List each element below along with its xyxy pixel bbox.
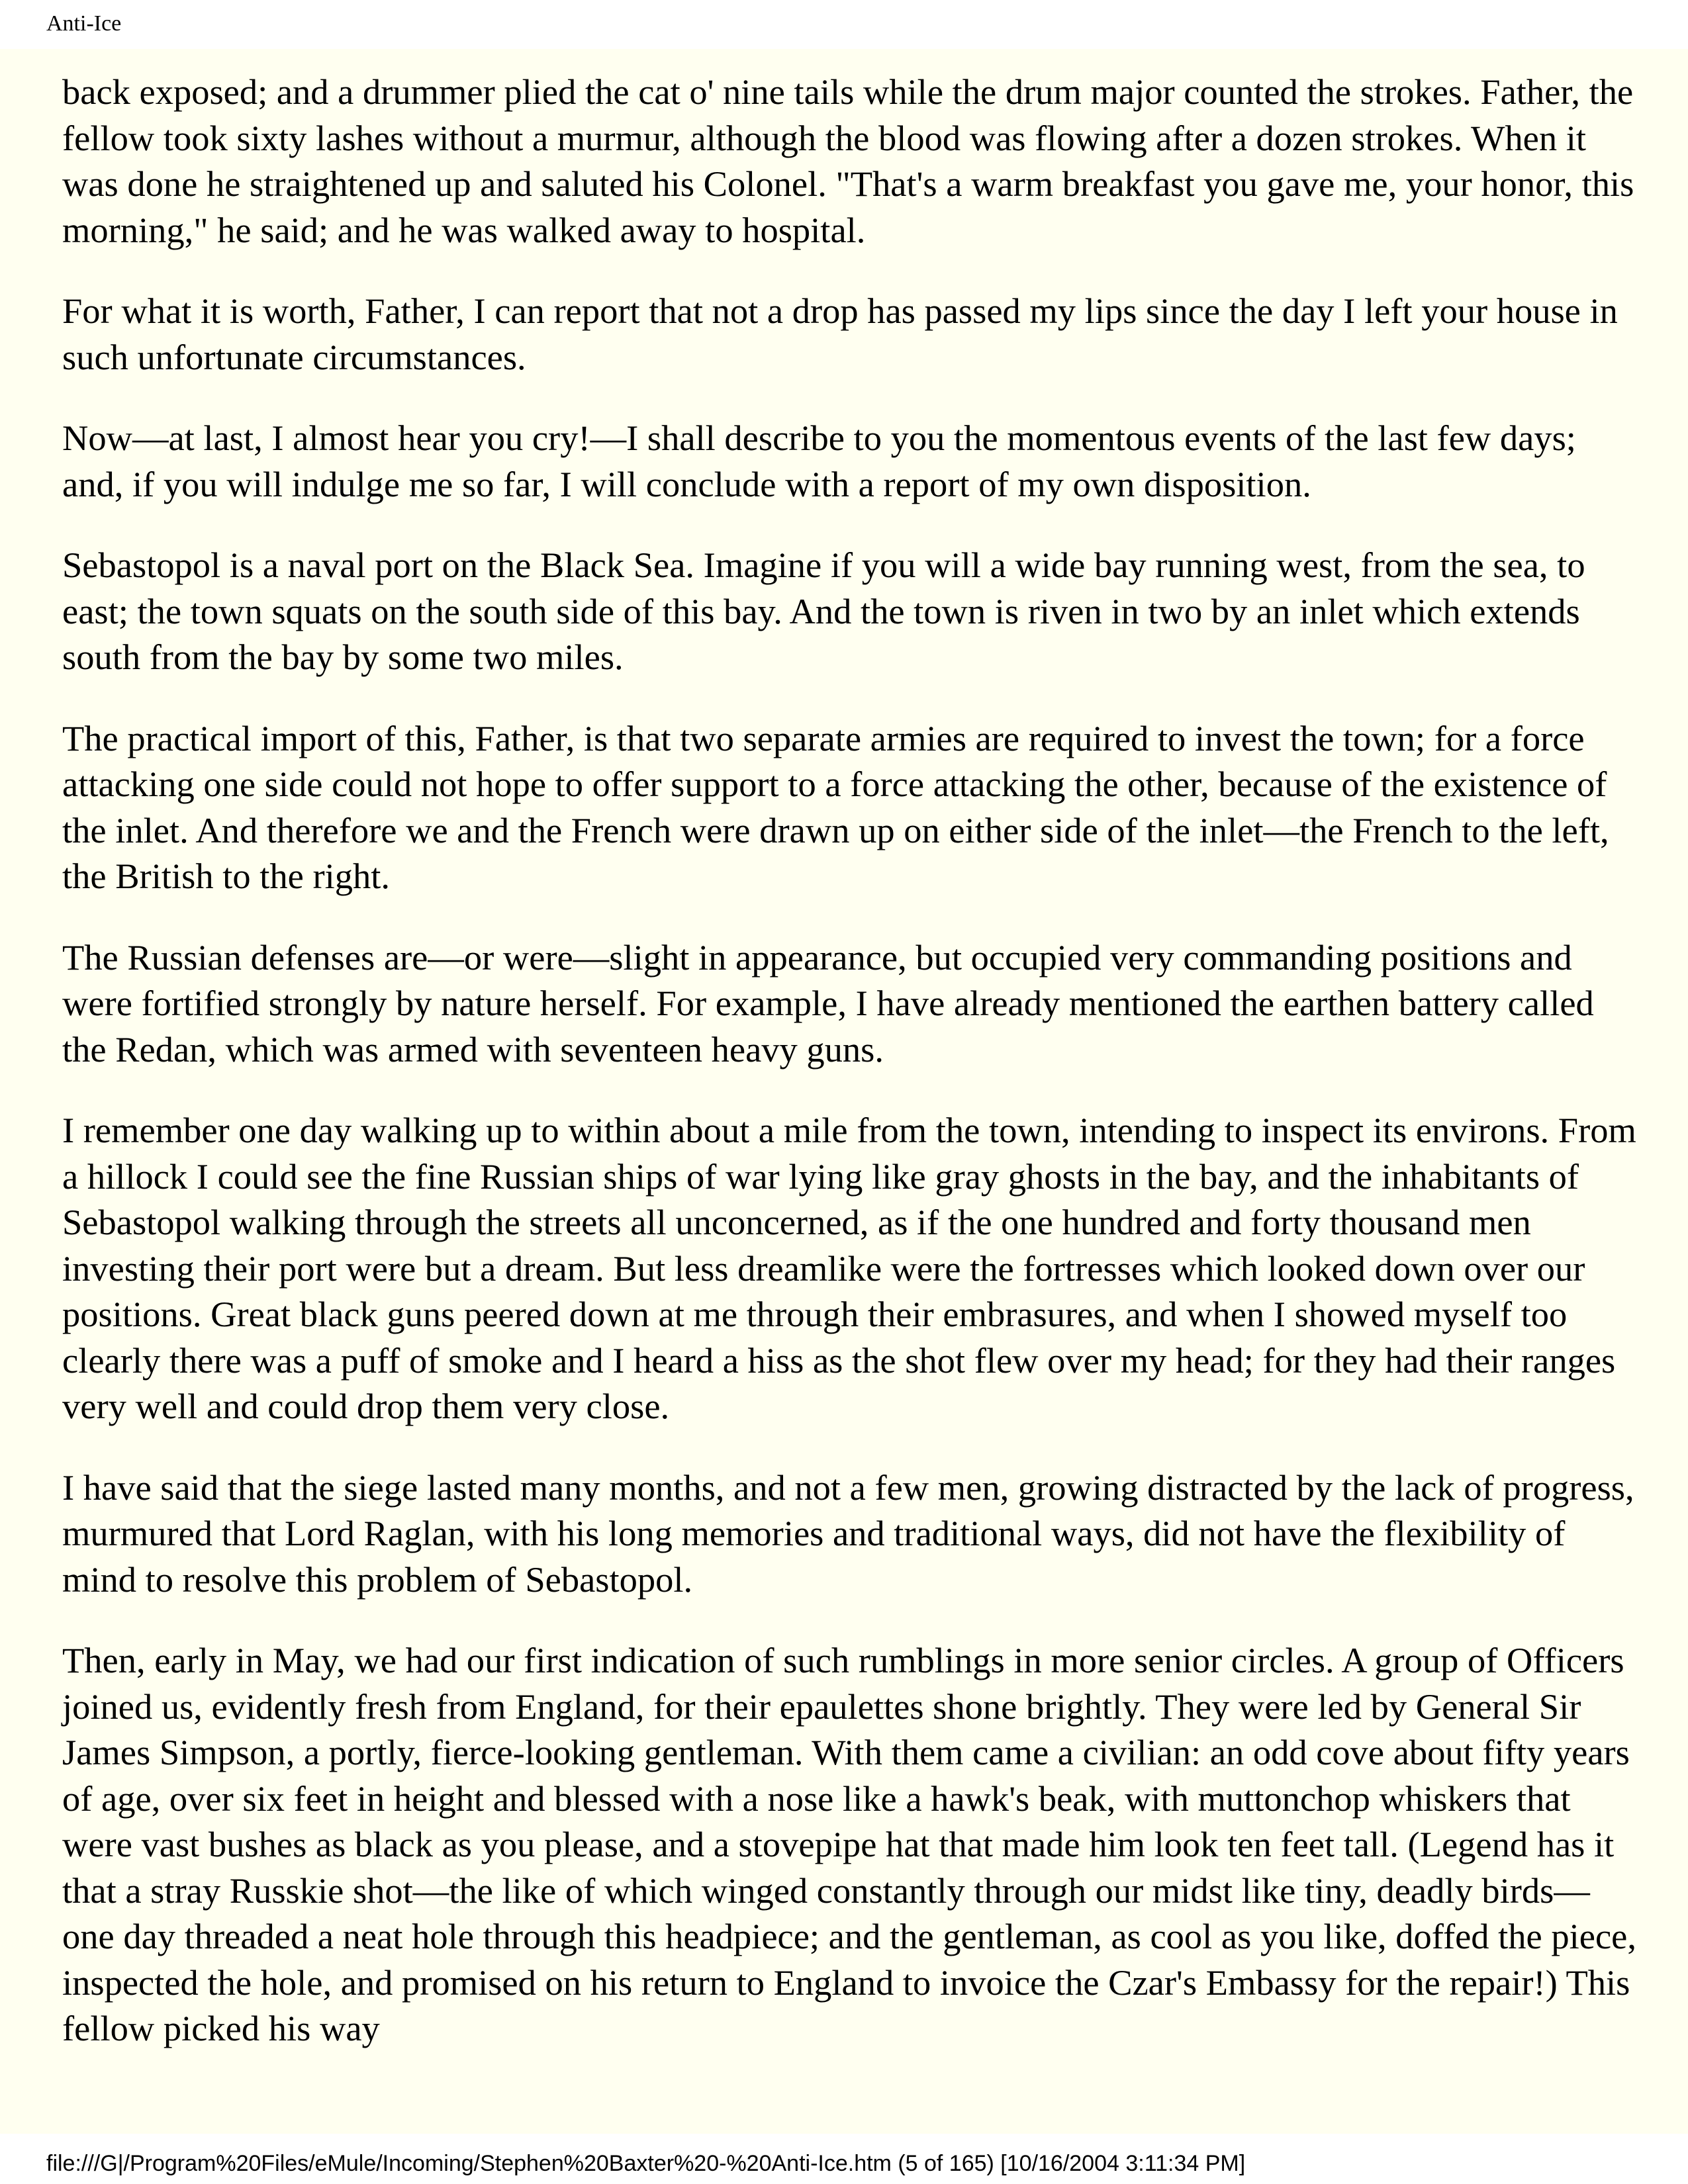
paragraph: Now—at last, I almost hear you cry!—I shall describe to you the momentous events of the last few days; and, if you will indulge me so far, I will conclude with a report of my own disposition. — [62, 418, 1576, 504]
page-header-title: Anti-Ice — [46, 11, 122, 36]
paragraph: Sebastopol is a naval port on the Black Sea. Imagine if you will a wide bay running west, from the sea, to east; the town squats on the south side of this bay. And the town is riven in two by an inlet which extends south from the bay by some two miles. — [62, 545, 1585, 677]
paragraph: The practical import of this, Father, is that two separate armies are required to invest the town; for a force attacking one side could not hope to offer support to a force attacking the other, because of the existence of the inlet. And therefore we and the French were drawn up on either side of the inlet—the French to the left, the British to the right. — [62, 717, 1609, 896]
page-footer-url: file:///G|/Program%20Files/eMule/Incoming/Stephen%20Baxter%20-%20Anti-Ice.htm (5 of 165) [10/16/2004 3:11:34 PM] — [46, 2151, 1246, 2176]
paragraph: For what it is worth, Father, I can report that not a drop has passed my lips since the day I left your house in such unfortunate circumstances. — [62, 291, 1618, 377]
paragraph: The Russian defenses are—or were—slight in appearance, but occupied very commanding positions and were fortified strongly by nature herself. For example, I have already mentioned the earthen battery called the Redan, which was armed with seventeen heavy guns. — [62, 936, 1594, 1069]
paragraph: back exposed; and a drummer plied the cat o' nine tails while the drum major counted the strokes. Father, the fellow took sixty lashes without a murmur, although the blood was flowing after a dozen strokes. When it was done he straightened up and saluted his Colonel. "That's a warm breakfast you gave me, your honor, this morning," he said; and he was walked away to hospital. — [62, 71, 1634, 250]
paragraph: Then, early in May, we had our first indication of such rumblings in more senior circles. A group of Officers joined us, evidently fresh from England, for their epaulettes shone brightly. They were led by General Sir James Simpson, a portly, fierce-looking gentleman. With them came a civilian: an odd cove about fifty years of age, over six feet in height and blessed with a nose like a hawk's beak, with muttonchop whiskers that were vast bushes as black as you please, and a stovepipe hat that made him look ten feet tall. (Legend has it that a stray Russkie shot—the like of which winged constantly through our midst like tiny, deadly birds—one day threaded a neat hole through this headpiece; and the gentleman, as cool as you like, doffed the piece, inspected the hole, and promised on his return to England to invoice the Czar's Embassy for the repair!) This fellow picked his way — [62, 1640, 1636, 2048]
paragraph: I remember one day walking up to within about a mile from the town, intending to inspect its environs. From a hillock I could see the fine Russian ships of war lying like gray ghosts in the bay, and the inhabitants of Sebastopol walking through the streets all unconcerned, as if the one hundred and forty thousand men investing their port were but a dream. But less dreamlike were the fortresses which looked down over our positions. Great black guns peered down at me through their embrasures, and when I showed myself too clearly there was a puff of smoke and I heard a hiss as the shot flew over my head; for they had their ranges very well and could drop them very close. — [62, 1110, 1636, 1426]
document-body — [62, 69, 1638, 2087]
paragraph: I have said that the siege lasted many months, and not a few men, growing distracted by the lack of progress, murmured that Lord Raglan, with his long memories and traditional ways, did not have the flexibility of mind to resolve this problem of Sebastopol. — [62, 1467, 1634, 1600]
